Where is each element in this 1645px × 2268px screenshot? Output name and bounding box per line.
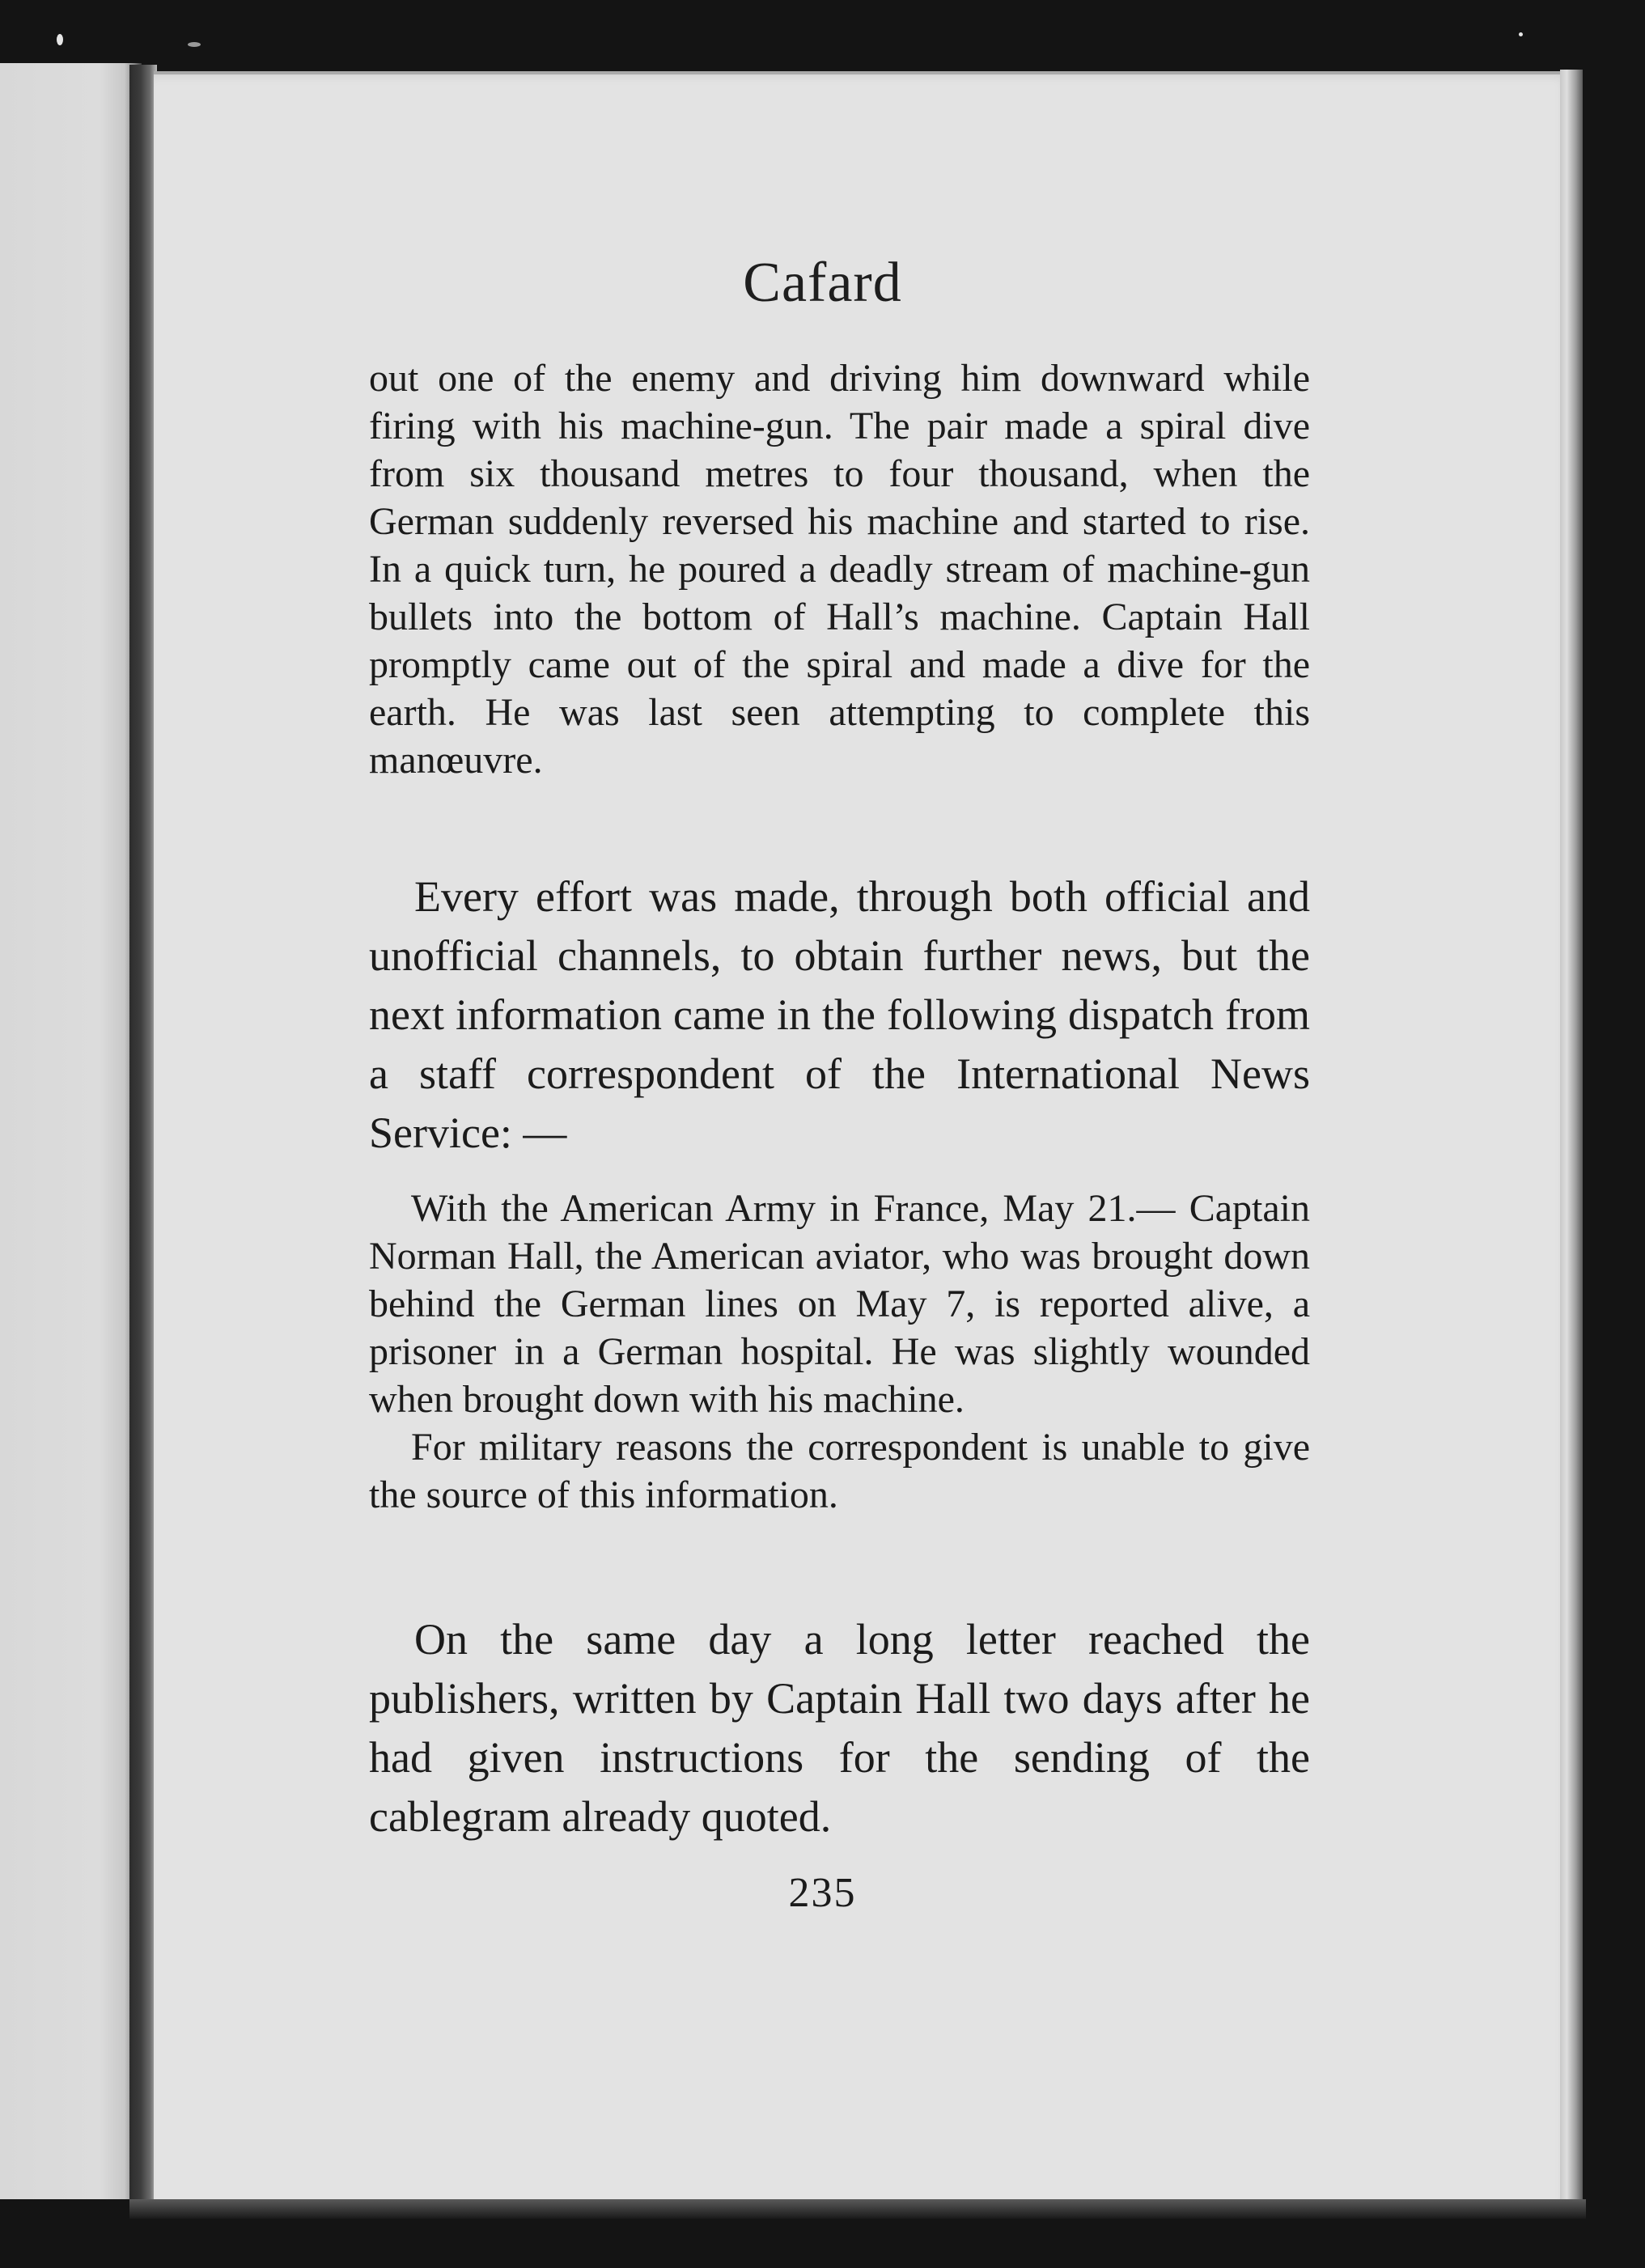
- paragraph-text: On the same day a long letter reached the publishers, written by Captain Hall two days after he had given instructions for the sending of the cablegram already quoted.: [369, 1615, 1310, 1841]
- paragraph-letter: [369, 1610, 1310, 1846]
- page-number: 235: [788, 1870, 857, 1916]
- scan-speck: [57, 34, 63, 45]
- paragraph-text: Every effort was made, through both official and unofficial channels, to obtain further news, but the next information came in the following dispatch from a staff correspondent of the International News Service: —: [369, 872, 1310, 1157]
- quoted-dispatch: [369, 1185, 1310, 1519]
- scan-speck: [188, 42, 201, 47]
- paragraph-continuation: [369, 354, 1310, 784]
- bottom-shadow: [129, 2199, 1586, 2219]
- scan-speck: [1519, 32, 1523, 36]
- dispatch-paragraph: For military reasons the correspondent is unable to give the source of this information.: [369, 1426, 1310, 1516]
- running-head: Cafard: [743, 252, 902, 314]
- dispatch-paragraph: With the American Army in France, May 21.— Captain Norman Hall, the American aviator, who was brought down behind the German lines on May 7, is reported alive, a prisoner in a German hospital. He was slightly wounded when brought down with his machine.: [369, 1187, 1310, 1421]
- paragraph-text: out one of the enemy and driving him downward while firing with his machine-gun. The pair made a spiral dive from six thousand metres to four thousand, when the German suddenly reversed his machine and started to rise. In a quick turn, he poured a deadly stream of machine-gun bullets into the bottom of Hall’s machine. Captain Hall promptly came out of the spiral and made a dive for the earth. He was last seen attempting to complete this manœuvre.: [369, 357, 1310, 782]
- paragraph-effort: [369, 867, 1310, 1163]
